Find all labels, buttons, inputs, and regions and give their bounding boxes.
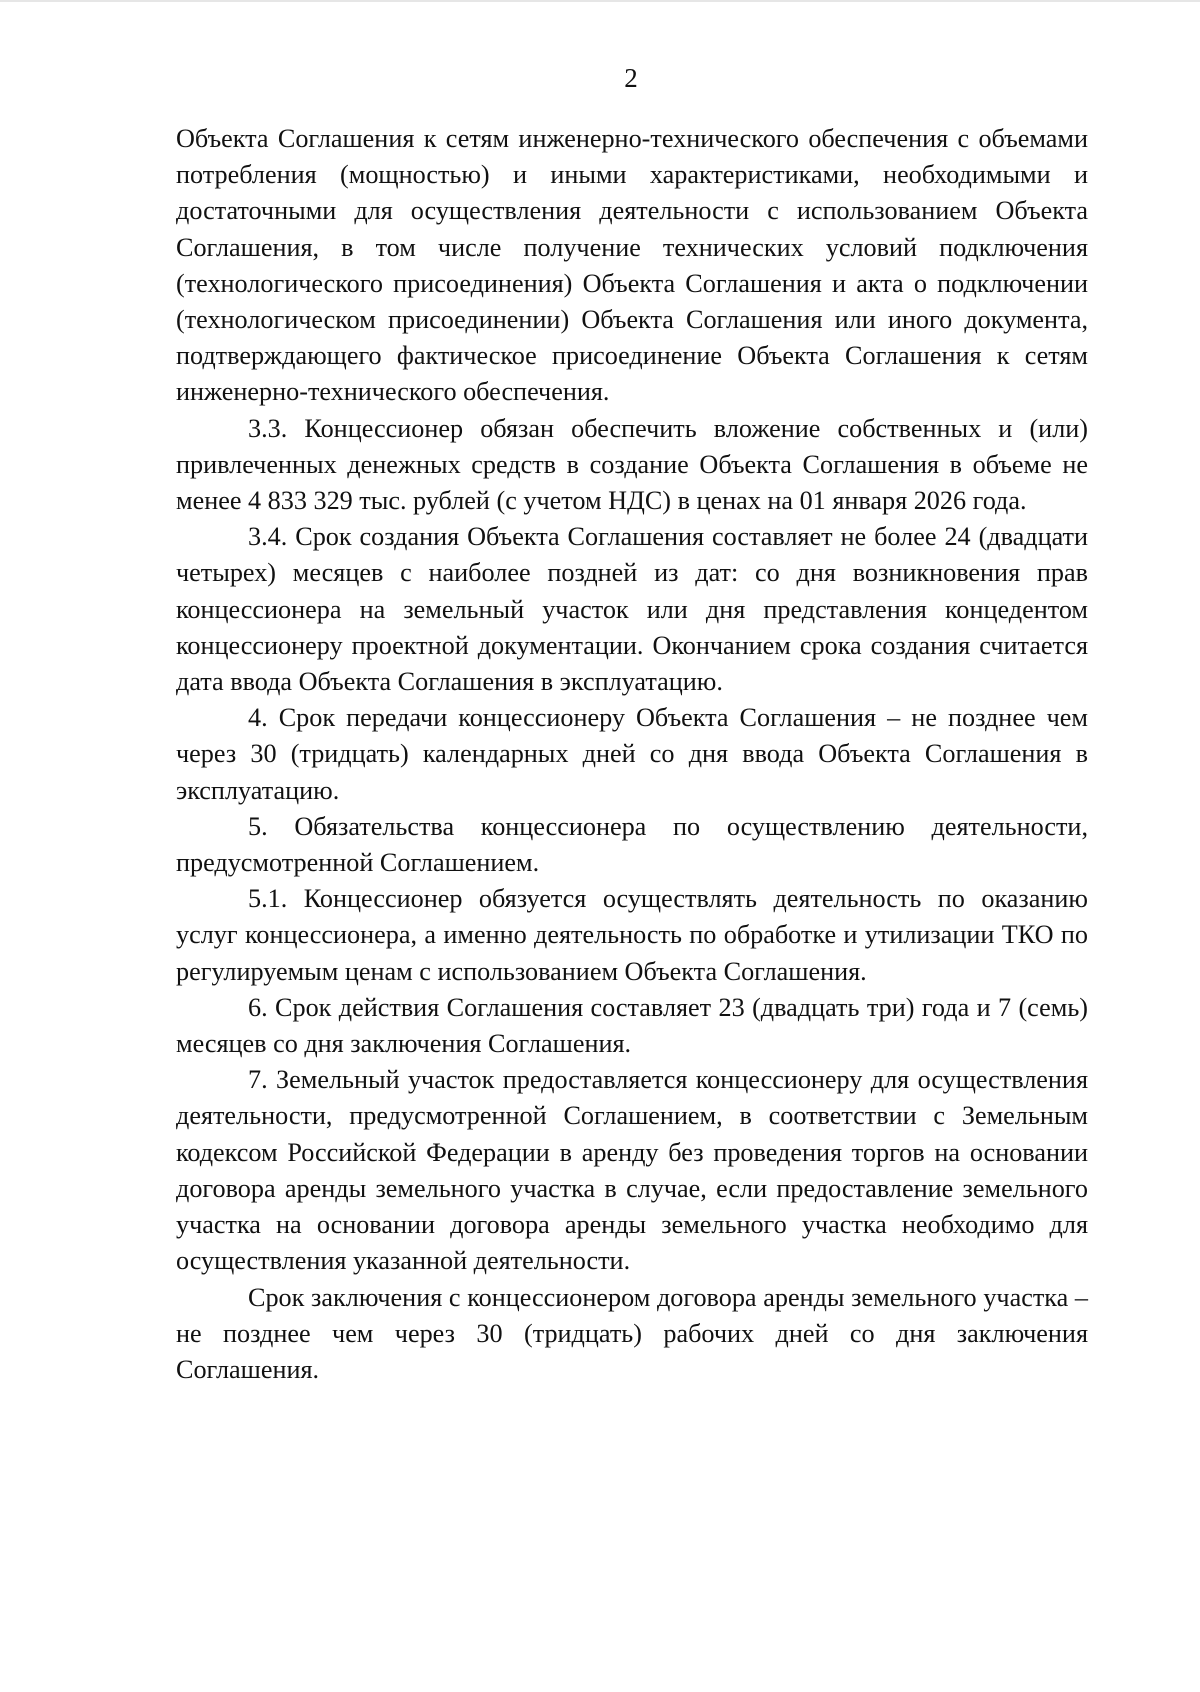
document-body: [176, 121, 1088, 1388]
paragraph-4: 4. Срок передачи концессионеру Объекта Соглашения – не позднее чем через 30 (тридцать) календарных дней со дня ввода Объекта Соглашения в эксплуатацию.: [176, 703, 1088, 805]
paragraph-3-4: 3.4. Срок создания Объекта Соглашения составляет не более 24 (двадцати четырех) месяцев с наиболее поздней из дат: со дня возникновения прав концессионера на земельный участок или дня представления концедентом концессионеру проектной документации. Окончанием срока создания считается дата ввода Объекта Соглашения в эксплуатацию.: [176, 522, 1088, 697]
paragraph-7: 7. Земельный участок предоставляется концессионеру для осуществления деятельности, предусмотренной Соглашением, в соответствии с Земельным кодексом Российской Федерации в аренду без проведения торгов на основании договора аренды земельного участка в случае, если предоставление земельного участка на основании договора аренды земельного участка необходимо для осуществления указанной деятельности.: [176, 1065, 1088, 1276]
paragraph-continuation: Объекта Соглашения к сетям инженерно-технического обеспечения с объемами потребления (мощностью) и иными характеристиками, необходимыми и достаточными для осуществления деятельности с использованием Объекта Соглашения, в том числе получение технических условий подключения (технологического присоединения) Объекта Соглашения и акта о подключении (технологическом присоединении) Объекта Соглашения или иного документа, подтверждающего фактическое присоединение Объекта Соглашения к сетям инженерно-технического обеспечения.: [176, 124, 1088, 407]
paragraph-5: 5. Обязательства концессионера по осуществлению деятельности, предусмотренной Соглашением.: [176, 811, 1088, 878]
paragraph-7-lease-term: Срок заключения с концессионером договора аренды земельного участка – не позднее чем через 30 (тридцать) рабочих дней со дня заключения Соглашения.: [176, 1282, 1088, 1384]
page-edge: [0, 0, 1200, 2]
paragraph-5-1: 5.1. Концессионер обязуется осуществлять деятельность по оказанию услуг концессионера, а именно деятельность по обработке и утилизации ТКО по регулируемым ценам с использованием Объекта Соглашения.: [176, 884, 1088, 986]
page-number: 2: [624, 63, 638, 93]
paragraph-3-3: 3.3. Концессионер обязан обеспечить вложение собственных и (или) привлеченных денежных средств в создание Объекта Соглашения в объеме не менее 4 833 329 тыс. рублей (с учетом НДС) в ценах на 01 января 2026 года.: [176, 413, 1088, 516]
paragraph-6: 6. Срок действия Соглашения составляет 23 (двадцать три) года и 7 (семь) месяцев со дня заключения Соглашения.: [176, 992, 1088, 1059]
